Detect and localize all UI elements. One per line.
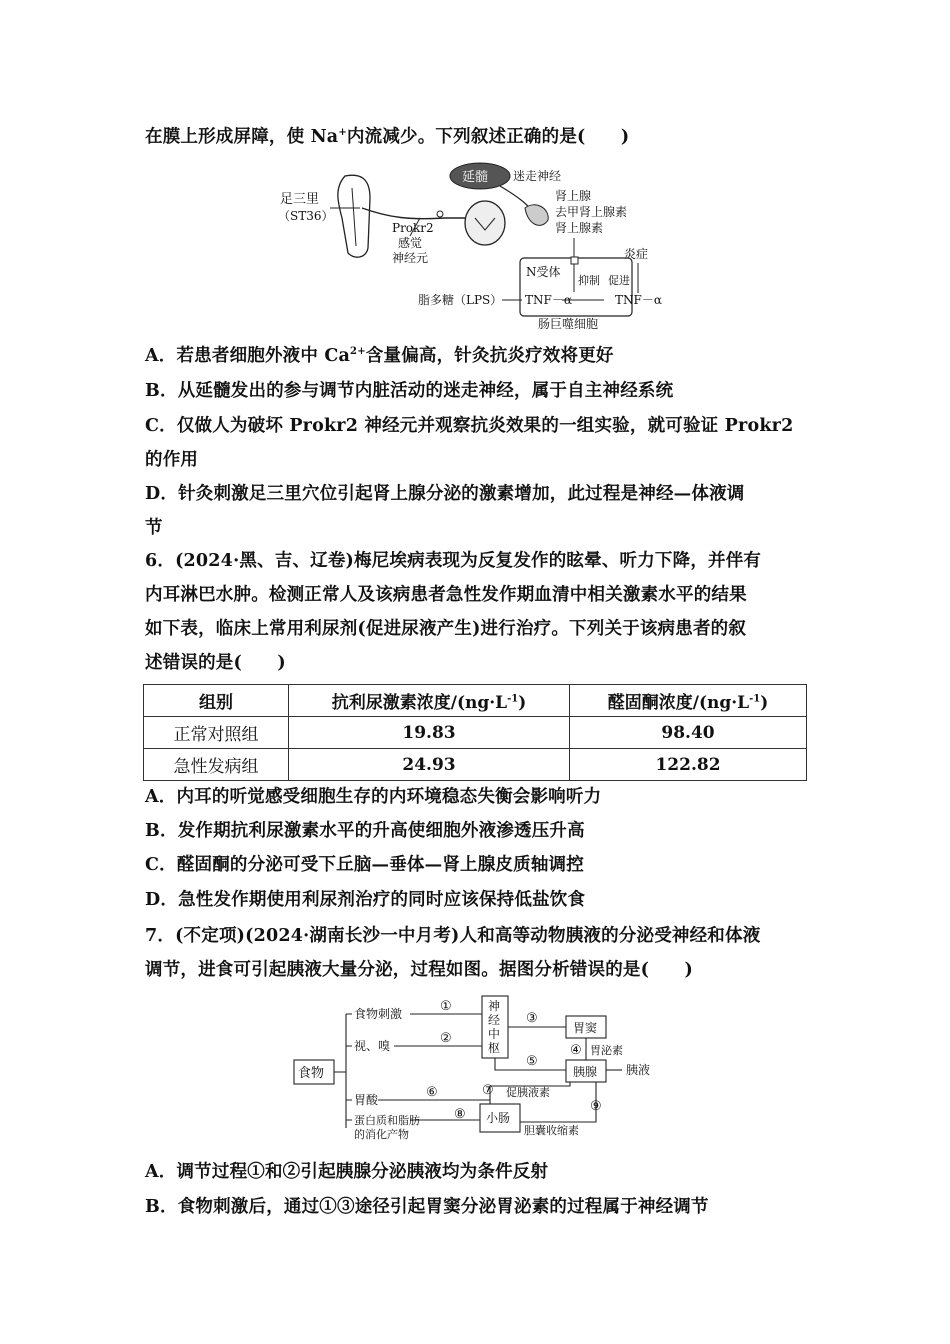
food-branch-ticks xyxy=(346,1014,352,1120)
gastric-acid-label: 胃酸 xyxy=(354,1093,379,1107)
hormone-table xyxy=(143,684,807,781)
q6-stem-line1: 6．(2024·黑、吉、辽卷)梅尼埃病表现为反复发作的眩晕、听力下降，并伴有 xyxy=(145,551,762,571)
zusanli-label: 足三里 xyxy=(280,192,320,207)
q5-option-d-line2: 节 xyxy=(145,518,163,538)
q6-option-a: A．内耳的听觉感受细胞生存的内环境稳态失衡会影响听力 xyxy=(145,787,602,807)
intro-sup: + xyxy=(338,127,347,139)
header-ald-text: 醛固酮浓度/(ng·L xyxy=(607,693,750,713)
row-adh: 24.93 xyxy=(289,749,570,781)
medulla-label: 延髓 xyxy=(462,170,489,185)
table-row xyxy=(144,717,807,749)
acupuncture-pathway-diagram xyxy=(270,158,680,338)
q5-a-text-end: 含量偏高，针灸抗炎疗效将更好 xyxy=(365,346,614,366)
q6-option-c: C．醛固酮的分泌可受下丘脑—垂体—肾上腺皮质轴调控 xyxy=(145,855,584,875)
q5-option-c-line2: 的作用 xyxy=(145,450,199,470)
q6-stem-line3: 如下表，临床上常用利尿剂(促进尿液产生)进行治疗。下列关于该病患者的叙 xyxy=(145,619,747,639)
row-aldosterone: 98.40 xyxy=(570,717,807,749)
antrum-label: 胃窦 xyxy=(573,1021,598,1035)
marker-9: ⑨ xyxy=(590,1099,602,1114)
nerve-center-label-2: 经 xyxy=(488,1013,501,1027)
neuron-body xyxy=(437,211,443,217)
q6-option-b: B．发作期抗利尿激素水平的升高使细胞外液渗透压升高 xyxy=(145,821,585,841)
st36-label: （ST36） xyxy=(278,209,334,223)
header-aldosterone xyxy=(570,685,807,717)
pancreatic-juice-label: 胰液 xyxy=(626,1063,651,1077)
vagus-label: 迷走神经 xyxy=(513,169,562,183)
epinephrine-label: 肾上腺素 xyxy=(555,221,604,235)
leg-bone xyxy=(352,188,356,246)
marker-2: ② xyxy=(440,1031,452,1046)
cck-label: 胆囊收缩素 xyxy=(524,1124,579,1137)
digestion-product-label-2: 的消化产物 xyxy=(354,1128,409,1141)
header-adh xyxy=(289,685,570,717)
q6-option-d: D．急性发作期使用利尿剂治疗的同时应该保持低盐饮食 xyxy=(145,890,586,910)
q5-option-b: B．从延髓发出的参与调节内脏活动的迷走神经，属于自主神经系统 xyxy=(145,381,674,401)
q7-stem-line1: 7．(不定项)(2024·湖南长沙一中月考)人和高等动物胰液的分泌受神经和体液 xyxy=(145,926,761,946)
marker-7: ⑦ xyxy=(482,1083,494,1098)
q5-option-d-line1: D．针灸刺激足三里穴位引起肾上腺分泌的激素增加，此过程是神经—体液调 xyxy=(145,484,745,504)
q5-a-sup: 2+ xyxy=(350,346,366,358)
pancreatic-secretion-diagram xyxy=(290,992,670,1150)
adrenal-gland xyxy=(525,205,548,226)
header-ald-sup: -1 xyxy=(749,693,761,705)
nerve-center-label-3: 中 xyxy=(488,1027,501,1041)
small-intestine-label: 小肠 xyxy=(486,1111,511,1125)
prokr2-sensory-label: 感觉 xyxy=(398,236,423,250)
marker-3: ③ xyxy=(526,1011,538,1026)
nerve-center-label-4: 枢 xyxy=(488,1041,501,1055)
marker-4: ④ xyxy=(570,1043,582,1058)
header-adh-close: ) xyxy=(518,693,527,713)
sight-smell-label: 视、嗅 xyxy=(354,1039,391,1053)
header-adh-sup: -1 xyxy=(507,693,519,705)
inflammation-label: 炎症 xyxy=(624,247,649,261)
sensory-neuron-fiber xyxy=(362,208,468,219)
marker-1: ① xyxy=(440,999,452,1014)
gastrin-label: 胃泌素 xyxy=(590,1044,623,1057)
marker-6: ⑥ xyxy=(426,1085,438,1100)
digestion-product-label-1: 蛋白质和脂肪 xyxy=(354,1114,420,1127)
q7-option-b: B．食物刺激后，通过①③途径引起胃窦分泌胃泌素的过程属于神经调节 xyxy=(145,1197,709,1217)
q6-stem-line2: 内耳淋巴水肿。检测正常人及该病患者急性发作期血清中相关激素水平的结果 xyxy=(145,585,747,605)
nerve-center-label-1: 神 xyxy=(488,999,501,1013)
q7-stem-line2: 调节，进食可引起胰液大量分泌，过程如图。据图分析错误的是( ) xyxy=(145,960,693,980)
adrenal-label: 肾上腺 xyxy=(555,189,592,203)
intro-line xyxy=(145,125,810,149)
intro-text: 在膜上形成屏障，使 Na xyxy=(145,127,339,147)
q5-option-c-line1: C．仅做人为破坏 Prokr2 神经元并观察抗炎效果的一组实验，就可验证 Prokr2 xyxy=(145,416,794,436)
marker-8: ⑧ xyxy=(454,1107,466,1122)
header-ald-close: ) xyxy=(760,693,769,713)
table-header-row xyxy=(144,685,807,717)
food-label: 食物 xyxy=(298,1066,325,1081)
lps-label: 脂多糖（LPS） xyxy=(418,293,503,307)
promote-label: 促进 xyxy=(608,274,630,287)
q5-option-a xyxy=(145,344,810,368)
tnf-outer-label: TNF－α xyxy=(615,293,662,307)
receptor-square xyxy=(571,257,578,264)
norepinephrine-label: 去甲肾上腺素 xyxy=(555,205,628,219)
pancreas-label: 胰腺 xyxy=(573,1065,598,1079)
intro-text-end: 内流减少。下列叙述正确的是( ) xyxy=(346,127,630,147)
tnf-inner-label: TNF－α xyxy=(525,293,572,307)
row-group: 正常对照组 xyxy=(144,717,289,749)
prokr2-neuron-label: 神经元 xyxy=(392,251,429,265)
food-stimulus-label: 食物刺激 xyxy=(354,1007,403,1021)
header-group: 组别 xyxy=(144,685,289,717)
table-row xyxy=(144,749,807,781)
row-group: 急性发病组 xyxy=(144,749,289,781)
n-receptor-label: N受体 xyxy=(526,265,561,279)
secretin-label: 促胰液素 xyxy=(506,1086,550,1099)
macrophage-label: 肠巨噬细胞 xyxy=(538,317,599,331)
food-branch-lines xyxy=(334,1014,346,1128)
prokr2-label: Prokr2 xyxy=(392,221,434,235)
q6-stem-line4: 述错误的是( ) xyxy=(145,653,286,673)
spinal-cord xyxy=(465,201,505,245)
row-aldosterone: 122.82 xyxy=(570,749,807,781)
q7-option-a: A．调节过程①和②引起胰腺分泌胰液均为条件反射 xyxy=(145,1162,549,1182)
q5-a-text: A．若患者细胞外液中 Ca xyxy=(145,346,351,366)
inhibit-label: 抑制 xyxy=(578,274,600,287)
header-adh-text: 抗利尿激素浓度/(ng·L xyxy=(331,693,508,713)
row-adh: 19.83 xyxy=(289,717,570,749)
marker-5: ⑤ xyxy=(526,1054,538,1069)
